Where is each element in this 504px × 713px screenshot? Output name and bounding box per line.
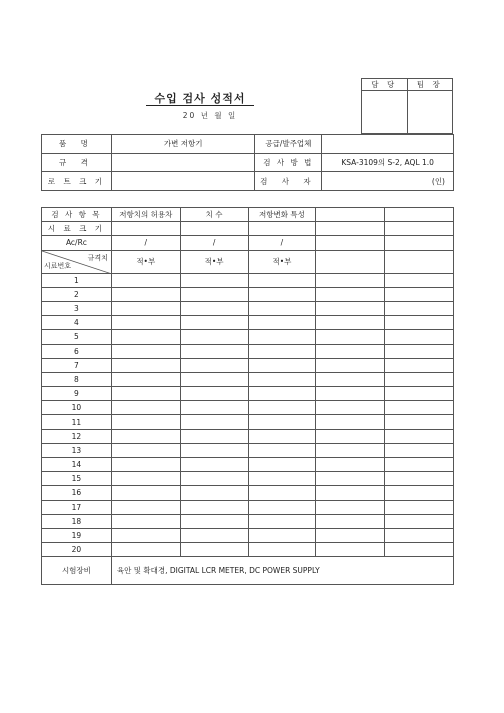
sample-result-cell[interactable]	[111, 330, 180, 344]
sample-result-cell[interactable]	[316, 472, 385, 486]
acre-label: Ac/Rc	[42, 236, 112, 250]
sample-result-cell[interactable]	[111, 401, 180, 415]
sample-result-cell[interactable]	[180, 458, 248, 472]
sample-result-cell[interactable]	[180, 273, 248, 287]
sample-row	[42, 287, 454, 301]
sample-result-cell[interactable]	[316, 372, 385, 386]
sample-row	[42, 387, 454, 401]
sample-result-cell[interactable]	[180, 514, 248, 528]
sample-number: 12	[42, 429, 112, 443]
pass-fail-4	[316, 250, 385, 273]
sample-result-cell[interactable]	[111, 316, 180, 330]
sample-result-cell[interactable]	[316, 401, 385, 415]
sample-row	[42, 358, 454, 372]
sample-size-5[interactable]	[385, 222, 454, 236]
sample-result-cell[interactable]	[248, 472, 316, 486]
sample-result-cell[interactable]	[248, 514, 316, 528]
pass-fail-2: 적•부	[180, 250, 248, 273]
sample-result-cell[interactable]	[180, 543, 248, 557]
sample-result-cell[interactable]	[180, 429, 248, 443]
sample-result-cell[interactable]	[385, 344, 454, 358]
sample-result-cell[interactable]	[248, 358, 316, 372]
approval-header-manager: 팀 장	[407, 79, 453, 91]
sample-number: 1	[42, 273, 112, 287]
sample-size-3[interactable]	[248, 222, 316, 236]
sample-result-cell[interactable]	[385, 543, 454, 557]
acre-value-5[interactable]	[385, 236, 454, 250]
date-line: 20 년 월 일	[182, 111, 238, 120]
sample-number: 16	[42, 486, 112, 500]
part-name-value[interactable]: 가변 저항기	[111, 135, 255, 154]
pass-fail-5	[385, 250, 454, 273]
sample-number: 13	[42, 443, 112, 457]
method-label: 검 사 방 법	[255, 153, 322, 172]
sample-result-cell[interactable]	[180, 316, 248, 330]
sample-result-cell[interactable]	[248, 500, 316, 514]
sample-result-cell[interactable]	[248, 301, 316, 315]
sample-result-cell[interactable]	[385, 514, 454, 528]
supplier-label: 공급/발주업체	[255, 135, 322, 154]
sample-result-cell[interactable]	[180, 528, 248, 542]
sample-number: 17	[42, 500, 112, 514]
sample-number: 20	[42, 543, 112, 557]
sample-row	[42, 316, 454, 330]
sample-result-cell[interactable]	[111, 514, 180, 528]
sample-result-cell[interactable]	[316, 273, 385, 287]
sample-result-cell[interactable]	[248, 486, 316, 500]
sample-row	[42, 443, 454, 457]
part-name-label: 품 명	[42, 135, 112, 154]
sample-result-cell[interactable]	[385, 330, 454, 344]
sample-number: 11	[42, 415, 112, 429]
sample-result-cell[interactable]	[316, 330, 385, 344]
sample-result-cell[interactable]	[316, 486, 385, 500]
sample-result-cell[interactable]	[385, 273, 454, 287]
inspection-item-3[interactable]: 저항변화 특성	[248, 208, 316, 222]
sample-number: 19	[42, 528, 112, 542]
approval-box	[361, 78, 453, 134]
sample-row	[42, 472, 454, 486]
inspection-item-1[interactable]: 저항치의 허용차	[111, 208, 180, 222]
sample-result-cell[interactable]	[248, 429, 316, 443]
sample-result-cell[interactable]	[180, 358, 248, 372]
sample-result-cell[interactable]	[111, 372, 180, 386]
sample-size-4[interactable]	[316, 222, 385, 236]
sample-row	[42, 301, 454, 315]
sample-result-cell[interactable]	[111, 543, 180, 557]
sample-row	[42, 372, 454, 386]
pass-fail-1: 적•부	[111, 250, 180, 273]
method-value[interactable]: KSA-3109의 S-2, AQL 1.0	[322, 153, 454, 172]
sample-result-cell[interactable]	[180, 443, 248, 457]
sample-result-cell[interactable]	[111, 415, 180, 429]
sample-number: 8	[42, 372, 112, 386]
spec-value[interactable]	[111, 153, 255, 172]
sample-result-cell[interactable]	[248, 330, 316, 344]
sample-result-cell[interactable]	[180, 330, 248, 344]
sample-result-cell[interactable]	[248, 401, 316, 415]
sample-result-cell[interactable]	[248, 543, 316, 557]
sample-number: 2	[42, 287, 112, 301]
sample-result-cell[interactable]	[248, 344, 316, 358]
sample-result-cell[interactable]	[316, 514, 385, 528]
sample-result-cell[interactable]	[111, 458, 180, 472]
pass-fail-3: 적•부	[248, 250, 316, 273]
spec-label: 규 격	[42, 153, 112, 172]
sample-result-cell[interactable]	[316, 287, 385, 301]
sample-row	[42, 273, 454, 287]
sample-number: 15	[42, 472, 112, 486]
sample-result-cell[interactable]	[385, 316, 454, 330]
sample-row	[42, 486, 454, 500]
sample-result-cell[interactable]	[316, 543, 385, 557]
inspector-label: 검 사 자	[255, 172, 322, 191]
lot-size-value[interactable]	[111, 172, 255, 191]
sample-result-cell[interactable]	[111, 344, 180, 358]
sample-result-cell[interactable]	[180, 415, 248, 429]
sample-row	[42, 528, 454, 542]
sample-result-cell[interactable]	[180, 401, 248, 415]
equipment-value[interactable]: 육안 및 확대경, DIGITAL LCR METER, DC POWER SUPPLY	[111, 557, 453, 585]
sample-result-cell[interactable]	[385, 401, 454, 415]
approval-header-staff: 담 당	[362, 79, 408, 91]
sample-result-cell[interactable]	[111, 358, 180, 372]
sample-result-cell[interactable]	[180, 287, 248, 301]
sample-number: 3	[42, 301, 112, 315]
spec-sample-diagonal-header	[42, 250, 112, 273]
sample-result-cell[interactable]	[180, 387, 248, 401]
sample-result-cell[interactable]	[316, 500, 385, 514]
inspector-seal[interactable]: (인)	[322, 172, 454, 191]
sample-result-cell[interactable]	[248, 316, 316, 330]
equipment-label: 시험장비	[42, 557, 112, 585]
inspection-item-2[interactable]: 치 수	[180, 208, 248, 222]
sample-result-cell[interactable]	[111, 387, 180, 401]
sample-number: 18	[42, 514, 112, 528]
sample-result-cell[interactable]	[316, 387, 385, 401]
inspection-item-5[interactable]	[385, 208, 454, 222]
sample-number: 7	[42, 358, 112, 372]
document-title: 수입 검사 성적서	[154, 92, 246, 105]
sample-row	[42, 458, 454, 472]
inspection-item-4[interactable]	[316, 208, 385, 222]
sample-result-cell[interactable]	[111, 429, 180, 443]
sample-result-cell[interactable]	[385, 500, 454, 514]
sample-result-cell[interactable]	[385, 415, 454, 429]
sample-result-cell[interactable]	[180, 500, 248, 514]
sample-result-cell[interactable]	[385, 528, 454, 542]
sample-result-cell[interactable]	[180, 372, 248, 386]
sample-number: 6	[42, 344, 112, 358]
sample-size-label: 시 료 크 기	[42, 222, 112, 236]
sample-result-cell[interactable]	[180, 486, 248, 500]
sample-row	[42, 514, 454, 528]
sample-result-cell[interactable]	[385, 429, 454, 443]
sample-number: 9	[42, 387, 112, 401]
acre-value-4[interactable]	[316, 236, 385, 250]
sample-result-cell[interactable]	[248, 387, 316, 401]
title-underline	[146, 105, 254, 106]
sample-result-cell[interactable]	[248, 415, 316, 429]
sample-row	[42, 415, 454, 429]
sample-result-cell[interactable]	[111, 500, 180, 514]
sample-result-cell[interactable]	[385, 458, 454, 472]
sample-rows	[42, 273, 454, 557]
sample-row	[42, 344, 454, 358]
sample-result-cell[interactable]	[316, 344, 385, 358]
sample-result-cell[interactable]	[385, 486, 454, 500]
sample-result-cell[interactable]	[385, 443, 454, 457]
sample-result-cell[interactable]	[111, 472, 180, 486]
sample-result-cell[interactable]	[385, 387, 454, 401]
acre-value-3[interactable]: /	[248, 236, 316, 250]
sample-result-cell[interactable]	[248, 372, 316, 386]
sample-result-cell[interactable]	[316, 301, 385, 315]
sample-result-cell[interactable]	[111, 486, 180, 500]
sample-result-cell[interactable]	[180, 344, 248, 358]
approval-sign-staff[interactable]	[362, 91, 408, 134]
sample-result-cell[interactable]	[385, 287, 454, 301]
sample-result-cell[interactable]	[111, 273, 180, 287]
sample-result-cell[interactable]	[385, 301, 454, 315]
sample-number: 14	[42, 458, 112, 472]
sample-row	[42, 401, 454, 415]
sample-result-cell[interactable]	[316, 316, 385, 330]
sample-result-cell[interactable]	[385, 358, 454, 372]
sample-result-cell[interactable]	[180, 301, 248, 315]
sample-size-1[interactable]	[111, 222, 180, 236]
sample-result-cell[interactable]	[180, 472, 248, 486]
acre-value-2[interactable]: /	[180, 236, 248, 250]
inspection-table	[41, 207, 454, 585]
spec-value-header: 규격치	[87, 253, 108, 262]
sample-result-cell[interactable]	[316, 443, 385, 457]
sample-result-cell[interactable]	[111, 528, 180, 542]
sample-result-cell[interactable]	[316, 358, 385, 372]
sample-row	[42, 543, 454, 557]
sample-result-cell[interactable]	[316, 528, 385, 542]
lot-size-label: 로 트 크 기	[42, 172, 112, 191]
sample-result-cell[interactable]	[385, 372, 454, 386]
info-table	[41, 134, 454, 191]
approval-sign-manager[interactable]	[407, 91, 453, 134]
sample-result-cell[interactable]	[111, 443, 180, 457]
sample-number: 5	[42, 330, 112, 344]
sample-row	[42, 330, 454, 344]
sample-row	[42, 500, 454, 514]
sample-size-2[interactable]	[180, 222, 248, 236]
sample-number: 10	[42, 401, 112, 415]
sample-result-cell[interactable]	[248, 273, 316, 287]
sample-row	[42, 429, 454, 443]
supplier-value[interactable]	[322, 135, 454, 154]
sample-result-cell[interactable]	[316, 415, 385, 429]
sample-result-cell[interactable]	[316, 429, 385, 443]
acre-value-1[interactable]: /	[111, 236, 180, 250]
sample-result-cell[interactable]	[385, 472, 454, 486]
inspection-item-label: 검 사 항 목	[42, 208, 112, 222]
sample-result-cell[interactable]	[248, 528, 316, 542]
sample-result-cell[interactable]	[248, 458, 316, 472]
sample-result-cell[interactable]	[316, 458, 385, 472]
sample-result-cell[interactable]	[111, 301, 180, 315]
sample-number-header: 시료번호	[44, 261, 72, 270]
sample-number: 4	[42, 316, 112, 330]
sample-result-cell[interactable]	[248, 287, 316, 301]
sample-result-cell[interactable]	[111, 287, 180, 301]
sample-result-cell[interactable]	[248, 443, 316, 457]
